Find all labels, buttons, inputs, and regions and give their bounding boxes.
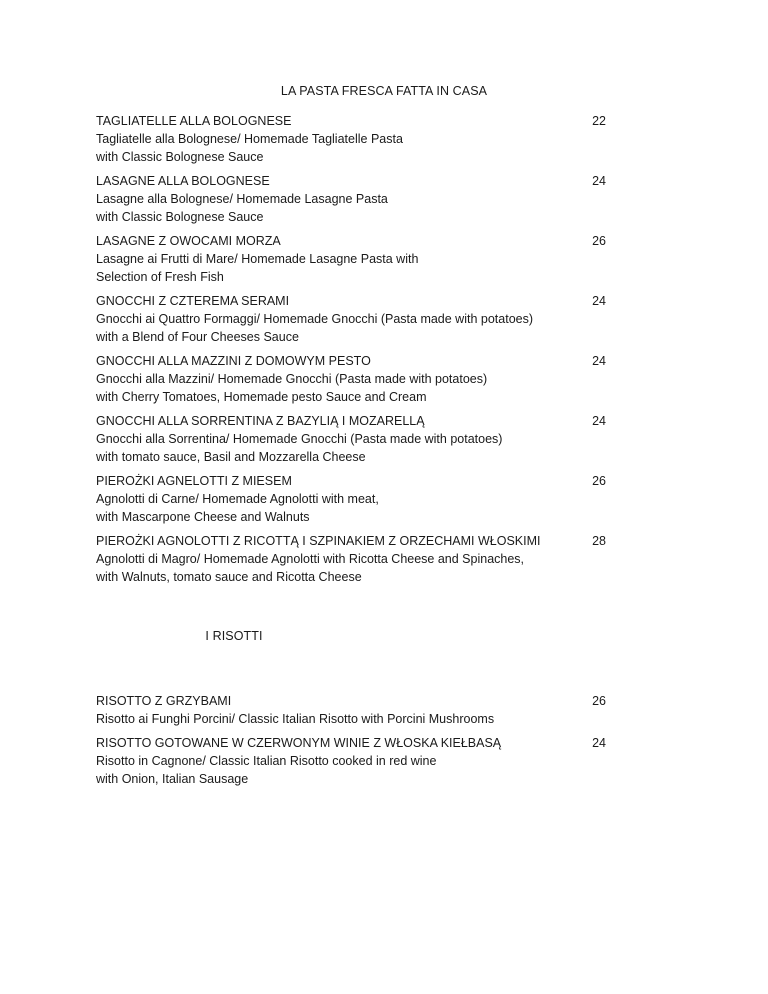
menu-item-description: Lasagne alla Bolognese/ Homemade Lasagne Pasta with Classic Bolognese Sauce: [96, 192, 388, 224]
menu-item: [96, 172, 606, 232]
menu-item-name: GNOCCHI ALLA SORRENTINA Z BAZYLIĄ I MOZARELLĄ: [96, 414, 425, 428]
menu-item-description: Gnocchi alla Sorrentina/ Homemade Gnocchi (Pasta made with potatoes) with tomato sauce, Basil and Mozzarella Cheese: [96, 432, 503, 464]
menu-item: [96, 232, 606, 292]
menu-item-price: 22: [592, 114, 606, 128]
menu-item-price: 24: [592, 174, 606, 188]
menu-item-description: Risotto ai Funghi Porcini/ Classic Italian Risotto with Porcini Mushrooms: [96, 712, 495, 726]
menu-item-price: 24: [592, 736, 606, 750]
menu-item-name: GNOCCHI Z CZTEREMA SERAMI: [96, 294, 290, 308]
menu-item-price: 26: [592, 474, 606, 488]
menu-item-description: Gnocchi alla Mazzini/ Homemade Gnocchi (Pasta made with potatoes) with Cherry Tomatoes, Homemade pesto Sauce and Cream: [96, 372, 488, 404]
menu-item-description: Tagliatelle alla Bolognese/ Homemade Tagliatelle Pasta with Classic Bolognese Sauce: [96, 132, 403, 164]
menu-item: [96, 472, 606, 532]
risotto-item-list: [96, 692, 606, 794]
menu-item: [96, 292, 606, 352]
menu-item-description: Agnolotti di Magro/ Homemade Agnolotti with Ricotta Cheese and Spinaches, with Walnuts, tomato sauce and Ricotta Cheese: [96, 552, 525, 584]
menu-item-name: LASAGNE Z OWOCAMI MORZA: [96, 234, 281, 248]
menu-item-price: 26: [592, 234, 606, 248]
menu-item-description: Agnolotti di Carne/ Homemade Agnolotti with meat, with Mascarpone Cheese and Walnuts: [96, 492, 379, 524]
section-title-risotti: I RISOTTI: [205, 629, 263, 643]
menu-item-name: LASAGNE ALLA BOLOGNESE: [96, 174, 270, 188]
menu-item: [96, 532, 606, 592]
menu-item: [96, 734, 606, 794]
menu-item-price: 24: [592, 414, 606, 428]
menu-item-price: 24: [592, 354, 606, 368]
menu-item-description: Lasagne ai Frutti di Mare/ Homemade Lasagne Pasta with Selection of Fresh Fish: [96, 252, 419, 284]
menu-item-name: GNOCCHI ALLA MAZZINI Z DOMOWYM PESTO: [96, 354, 371, 368]
menu-item-price: 28: [592, 534, 606, 548]
menu-item-name: PIEROŻKI AGNOLOTTI Z RICOTTĄ I SZPINAKIEM Z ORZECHAMI WŁOSKIMI: [96, 534, 541, 548]
menu-item: [96, 112, 606, 172]
menu-item-name: PIEROŻKI AGNELOTTI Z MIESEM: [96, 474, 292, 488]
menu-item: [96, 412, 606, 472]
menu-item-name: RISOTTO Z GRZYBAMI: [96, 694, 232, 708]
menu-item-name: RISOTTO GOTOWANE W CZERWONYM WINIE Z WŁOSKA KIEŁBASĄ: [96, 736, 502, 750]
menu-item-description: Risotto in Cagnone/ Classic Italian Risotto cooked in red wine with Onion, Italian Sausage: [96, 754, 437, 786]
menu-item: [96, 352, 606, 412]
menu-item-price: 24: [592, 294, 606, 308]
menu-item-price: 26: [592, 694, 606, 708]
menu-item-name: TAGLIATELLE ALLA BOLOGNESE: [96, 114, 292, 128]
section-title-pasta: LA PASTA FRESCA FATTA IN CASA: [280, 84, 488, 98]
menu-item-description: Gnocchi ai Quattro Formaggi/ Homemade Gnocchi (Pasta made with potatoes) with a Blend of Four Cheeses Sauce: [96, 312, 534, 344]
menu-item: [96, 692, 606, 734]
pasta-item-list: [96, 112, 606, 592]
